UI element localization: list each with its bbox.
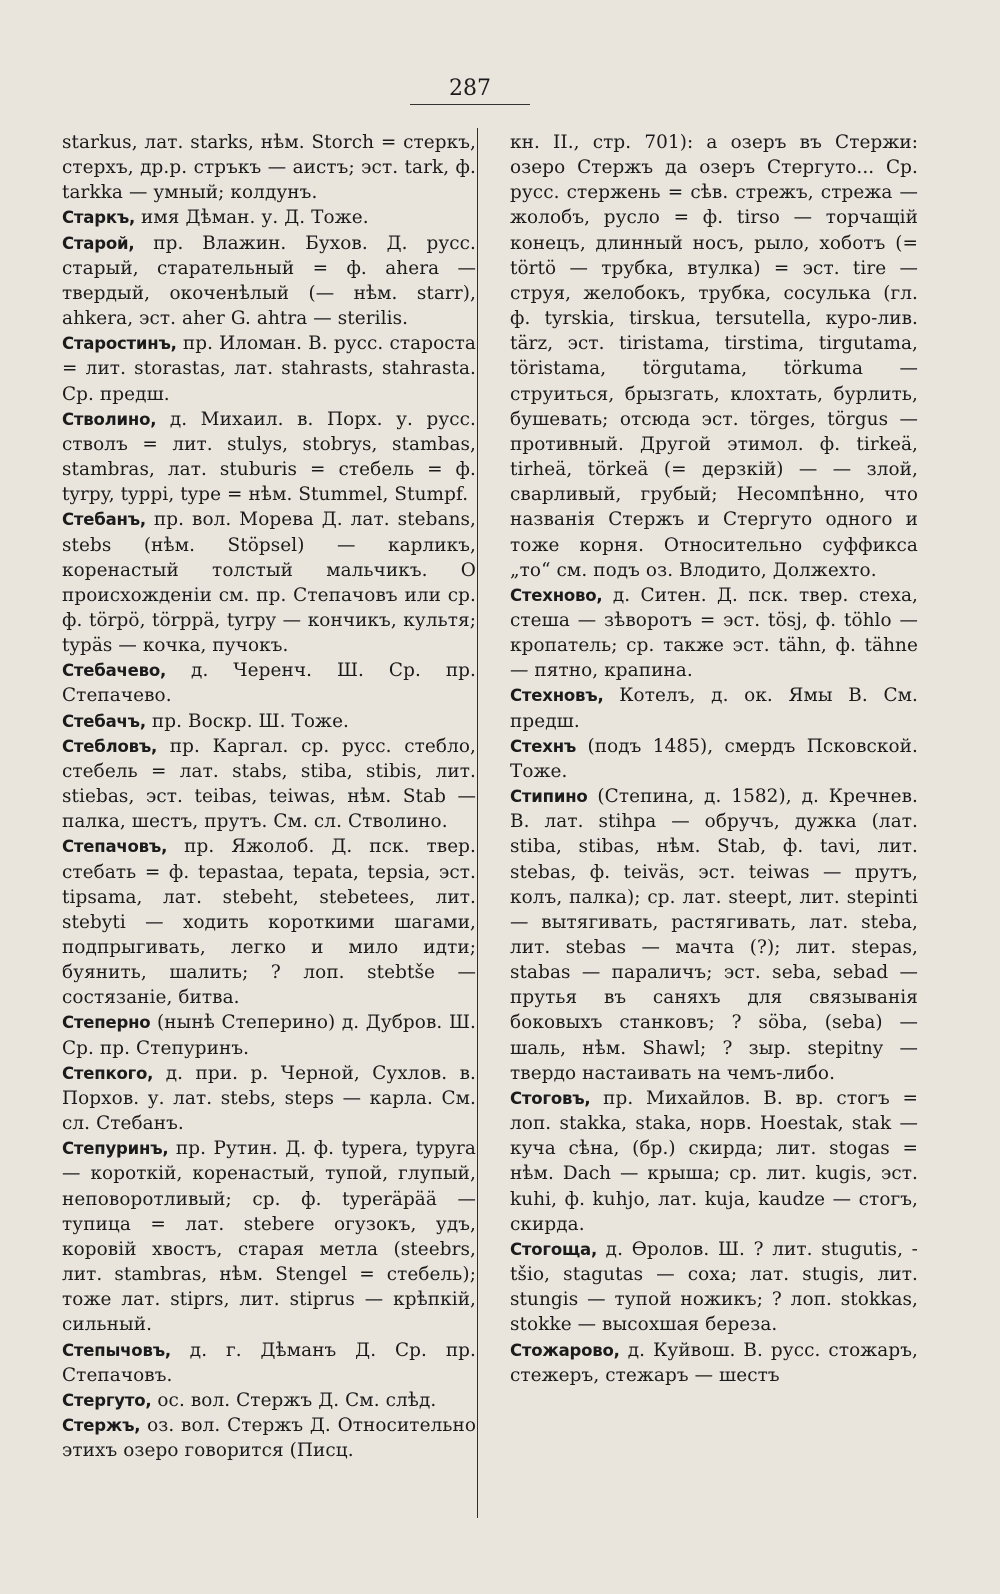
entry-headword: Степычовъ, — [62, 1340, 171, 1360]
entry-headword: Старкъ, — [62, 208, 136, 228]
entry-headword: Старостинъ, — [62, 334, 177, 354]
entry-text: д. Ѳролов. Ш. ? лит. stugutis, -tšio, stagutas — соха; лат. stugis, лит. stungis — тупой ножикъ; ? лоп. stokkas, stokke — высохшая береза. — [510, 1238, 918, 1336]
entry-headword: Степерно — [62, 1013, 151, 1033]
entry-text: ос. вол. Стержъ Д. См. слѣд. — [151, 1389, 437, 1411]
dictionary-entry — [62, 231, 476, 332]
dictionary-entry — [62, 709, 476, 734]
entry-text: пр. Рутин. Д. ф. typera, typyra — короткій, коренастый, тупой, глупый, неповоротливый; ср. ф. typeräpää — тупица = лат. stebere огузокъ, удъ, коровій хвостъ, старая метла (steebrs, лит. stambras, нѣм. Stengel = стебель); тоже лат. stiprs, лит. stiprus — крѣпкій, сильный. — [62, 1138, 476, 1336]
entry-text: пр. Михайлов. В. вр. стогъ = лоп. stakka, staka, норв. Hoestak, stak — куча сѣна, (бр.) скирда; лит. stogas = нѣм. Dach — крыша; ср. лит. kugis, эст. kuhi, ф. kuhjo, лат. kuja, kaudze — стогъ, скирда. — [510, 1087, 918, 1235]
entry-text: д. Черенч. Ш. Ср. пр. Степачево. — [62, 660, 476, 707]
left-column — [62, 130, 476, 1463]
entry-text: д. Куйвош. В. русс. стожаръ, стежеръ, стежаръ — шестъ — [510, 1339, 918, 1386]
entry-headword: Стоговъ, — [510, 1088, 591, 1108]
entry-headword: Стержъ, — [62, 1415, 141, 1435]
dictionary-entry — [62, 331, 476, 406]
header-rule — [410, 104, 530, 105]
entry-text: (нынѣ Степерино) д. Дубров. Ш. Ср. пр. Степуринъ. — [62, 1012, 476, 1059]
dictionary-entry — [62, 834, 476, 1010]
page-number: 287 — [449, 76, 491, 101]
entry-headword: Стебачъ, — [62, 711, 146, 731]
entry-text: пр. Яжолоб. Д. пск. твер. стебать = ф. tepastaa, tepata, tepsia, эст. tipsama, лат. stebeht, stebetees, лит. stebyti — ходить короткими шагами, подпрыгивать, легко и мило идти; буянить, шалить; ? лоп. stebtše — состязаніе, битва. — [62, 836, 476, 1009]
entry-headword: Стехновъ, — [510, 686, 604, 706]
dictionary-entry — [62, 205, 476, 230]
entry-text: кн. II., стр. 701): а озеръ въ Стержи: озеро Стержъ да озеръ Стергуто... Ср. русс. стержень = сѣв. стрежъ, стрежа — жолобъ, русло = ф. tirso — торчащій конецъ, длинный носъ, рыло, хоботъ (= törtö — трубка, втулка) = эст. tire — струя, желобокъ, трубка, сосулька (гл. ф. tyrskia, tirskua, tersutella, куро-лив. tärz, эст. tiristama, tirstima, tirgutama, töristama, törgutama, törkuma — струиться, брызгать, клохтать, бурлить, бушевать; отсюда эст. törges, törgus — противный. Другой этимол. ф. tirkeä, tirheä, törkeä (= дерзкій) — — злой, сварливый, грубый; Несомпѣнно, что названія Стержъ и Стергуто одного и тоже корня. Относительно суффикса „то“ см. подъ оз. Влодито, Должехто. — [510, 132, 918, 581]
dictionary-entry — [510, 683, 918, 733]
entry-headword: Степачовъ, — [62, 837, 168, 857]
entry-text: (подъ 1485), смердъ Псковской. Тоже. — [510, 735, 918, 782]
dictionary-entry — [62, 507, 476, 658]
right-column — [510, 130, 918, 1388]
entry-text: пр. Влажин. Бухов. Д. русс. старый, старательный = ф. ahera — твердый, окоченѣлый (— нѣм. starr), ahkera, эст. aher G. ahtra — sterilis. — [62, 232, 476, 330]
dictionary-entry — [62, 1010, 476, 1060]
entry-text: (Степина, д. 1582), д. Кречнев. В. лат. stihpa — обручъ, дужка (лат. stiba, stibas, нѣм. Stab, ф. tavi, лит. stebas, ф. teiväs, эст. teiwas — прутъ, колъ, палка); ср. лат. steept, лит. stepinti — вытягивать, растягивать, лат. steba, лит. stebas — мачта (?); лит. stepas, stabas — параличъ; эст. seba, sebad — прутья въ саняхъ для связыванія боковыхъ станковъ; ? söba, (seba) — шаль, нѣм. Shawl; ? зыр. stepitny — твердо настаивать на чемъ-либо. — [510, 786, 918, 1084]
entry-headword: Стебловъ, — [62, 736, 158, 756]
entry-headword: Степкого, — [62, 1063, 154, 1083]
entry-text: д. Михаил. в. Порх. у. русс. стволъ = лит. stulys, stobrys, stambas, stambras, лат. stuburis = стебель = ф. tyrpy, typpi, type = нѣм. Stummel, Stumpf. — [62, 408, 476, 506]
entry-headword: Степуринъ, — [62, 1139, 169, 1159]
entry-text: Котелъ, д. ок. Ямы В. См. предш. — [510, 685, 918, 732]
entry-headword: Стволино, — [62, 409, 157, 429]
entry-headword: Стогоща, — [510, 1239, 598, 1259]
entry-text: оз. вол. Стержъ Д. Относительно этихъ озеро говорится (Писц. — [62, 1414, 476, 1462]
entry-headword: Стебанъ, — [62, 510, 146, 530]
entry-headword: Стебачево, — [62, 661, 167, 681]
entry-text: д. Ситен. Д. пск. твер. стеха, стеша — зѣворотъ = эст. tösj, ф. töhlo — кропатель; ср. также эст. tähn, ф. tähne — пятно, крапина. — [510, 584, 918, 682]
dictionary-entry — [62, 1388, 476, 1413]
entry-headword: Стехнъ — [510, 736, 577, 756]
dictionary-entry — [510, 583, 918, 684]
dictionary-entry — [62, 1136, 476, 1337]
dictionary-entry — [62, 130, 476, 205]
entry-text: д. г. Дѣманъ Д. Ср. пр. Степачовъ. — [62, 1339, 476, 1386]
entry-text: д. при. р. Черной, Сухлов. в. Порхов. у. лат. stebs, steps — карла. См. сл. Стебанъ. — [62, 1062, 476, 1135]
dictionary-entry — [510, 1237, 918, 1338]
entry-text: пр. Каргал. ср. русс. стебло, стебель = лат. stabs, stiba, stibis, лит. stiebas, эст. teibas, teiwas, нѣм. Stab — палка, шестъ, прутъ. См. сл. Стволино. — [62, 735, 476, 833]
entry-headword: Стипино — [510, 787, 588, 807]
dictionary-entry — [62, 1338, 476, 1388]
dictionary-entry — [62, 658, 476, 708]
entry-text: имя Дѣман. у. Д. Тоже. — [135, 207, 369, 229]
dictionary-entry — [510, 734, 918, 784]
entry-text: starkus, лат. starks, нѣм. Storch = стеркъ, стерхъ, др.р. стръкъ — аистъ; эст. tark, ф. tarkka — умный; колдунъ. — [62, 132, 476, 204]
entry-headword: Стергуто, — [62, 1390, 152, 1410]
dictionary-entry — [510, 784, 918, 1086]
entry-text: пр. вол. Морева Д. лат. stebans, stebs (нѣм. Stöpsel) — карликъ, коренастый толстый мальчикъ. О происхожденіи см. пр. Степачовъ или ср. ф. törpö, törppä, tyrpy — кончикъ, культя; typäs — кочка, пучокъ. — [62, 509, 476, 657]
entry-text: пр. Иломан. В. русс. староста = лит. storastas, лат. stahrasts, stahrasta. Ср. предш. — [62, 333, 476, 405]
dictionary-entry — [510, 130, 918, 583]
dictionary-entry — [62, 407, 476, 508]
entry-headword: Стехново, — [510, 585, 603, 605]
column-divider — [477, 128, 478, 1518]
entry-text: пр. Воскр. Ш. Тоже. — [145, 710, 349, 732]
entry-headword: Старой, — [62, 233, 135, 253]
entry-headword: Стожарово, — [510, 1340, 620, 1360]
dictionary-entry — [62, 1413, 476, 1463]
dictionary-entry — [510, 1086, 918, 1237]
dictionary-entry — [62, 1061, 476, 1136]
dictionary-entry — [62, 734, 476, 835]
dictionary-entry — [510, 1338, 918, 1388]
